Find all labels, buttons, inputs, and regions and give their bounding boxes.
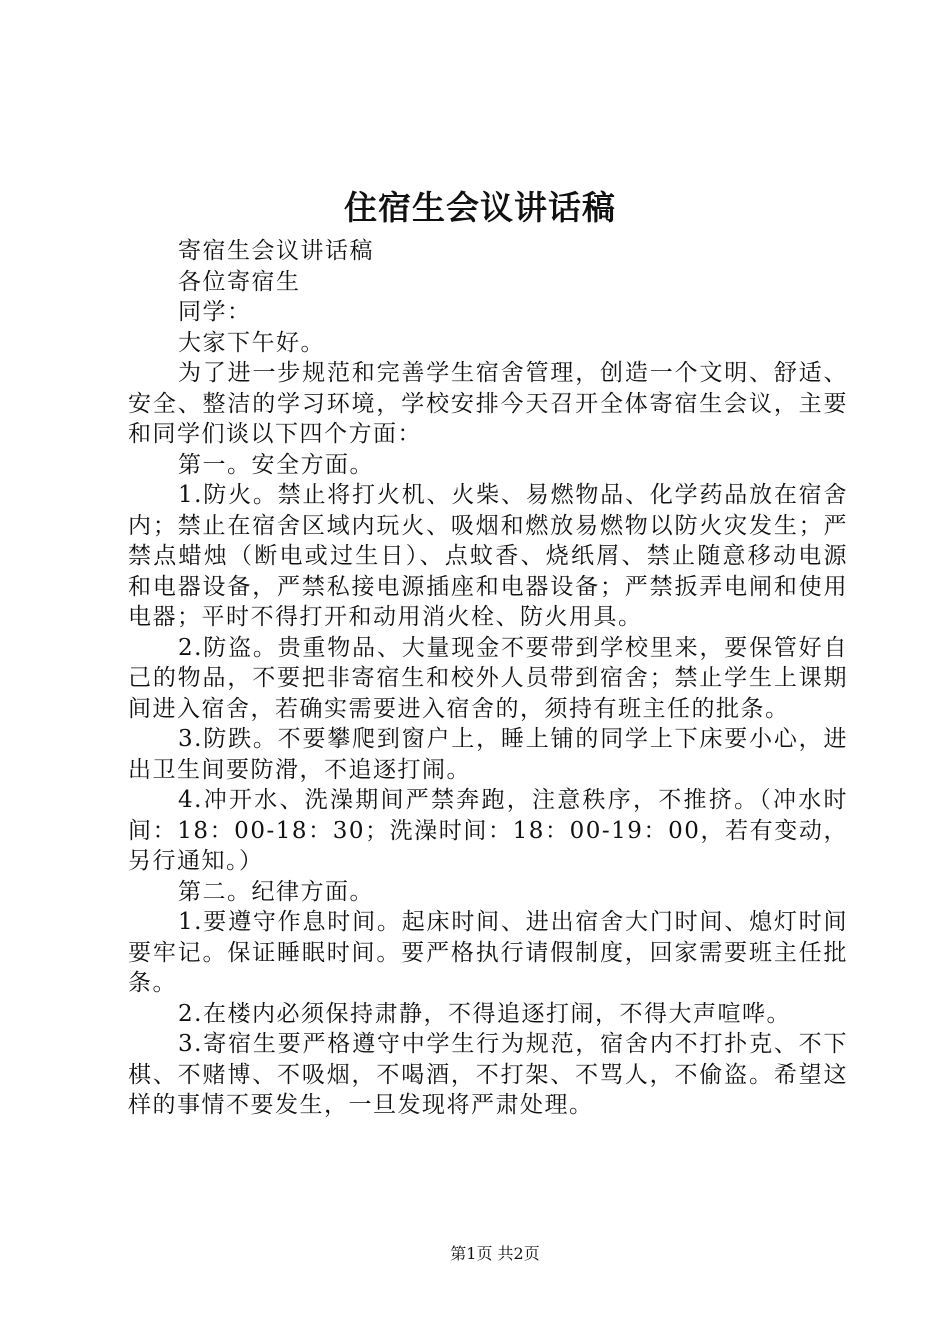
paragraph-conduct: 3.寄宿生要严格遵守中学生行为规范，宿舍内不打扑克、不下棋、不赌博、不吸烟，不喝酒，不打架、不骂人，不偷盗。希望这样的事情不要发生，一旦发现将严肃处理。 <box>128 1031 848 1118</box>
document-body <box>128 236 848 1121</box>
document-title: 住宿生会议讲话稿 <box>344 188 616 227</box>
paragraph-water-bath: 4.冲开水、洗澡期间严禁奔跑，注意秩序，不推挤。（冲水时间：18：00-18：30；洗澡时间：18：00-19：00，若有变动，另行通知。） <box>128 787 848 874</box>
paragraph-heading: 寄宿生会议讲话稿 <box>178 238 374 264</box>
paragraph-intro: 为了进一步规范和完善学生宿舍管理，创造一个文明、舒适、安全、整洁的学习环境，学校安排今天召开全体寄宿生会议，主要和同学们谈以下四个方面： <box>128 360 848 447</box>
section-heading-discipline: 第二。纪律方面。 <box>178 878 374 905</box>
paragraph-quiet: 2.在楼内必须保持肃静，不得追逐打闹，不得大声喧哗。 <box>178 1000 791 1027</box>
paragraph-greeting: 大家下午好。 <box>178 329 325 356</box>
paragraph-schedule: 1.要遵守作息时间。起床时间、进出宿舍大门时间、熄灯时间要牢记。保证睡眠时间。要严格执行请假制度，回家需要班主任批条。 <box>128 909 848 996</box>
paragraph-salutation-cont: 同学： <box>178 299 252 325</box>
section-heading-safety: 第一。安全方面。 <box>178 451 374 478</box>
paragraph-theft-prevention: 2.防盗。贵重物品、大量现金不要带到学校里来，要保管好自己的物品，不要把非寄宿生和校外人员带到宿舍；禁止学生上课期间进入宿舍，若确实需要进入宿舍的，须持有班主任的批条。 <box>128 634 848 722</box>
paragraph-fire-prevention: 1.防火。禁止将打火机、火柴、易燃物品、化学药品放在宿舍内；禁止在宿舍区域内玩火、吸烟和燃放易燃物以防火灾发生；严禁点蜡烛（断电或过生日）、点蚊香、烧纸屑、禁止随意移动电源和电器设备，严禁私接电源插座和电器设备；严禁扳弄电闸和使用电器；平时不得打开和动用消火栓、防火用具。 <box>128 482 848 630</box>
paragraph-fall-prevention: 3.防跌。不要攀爬到窗户上，睡上铺的同学上下床要小心，进出卫生间要防滑，不追逐打闹。 <box>128 726 848 783</box>
paragraph-salutation: 各位寄宿生 <box>178 268 301 295</box>
page-footer: 第1页 共2页 <box>450 1244 540 1263</box>
